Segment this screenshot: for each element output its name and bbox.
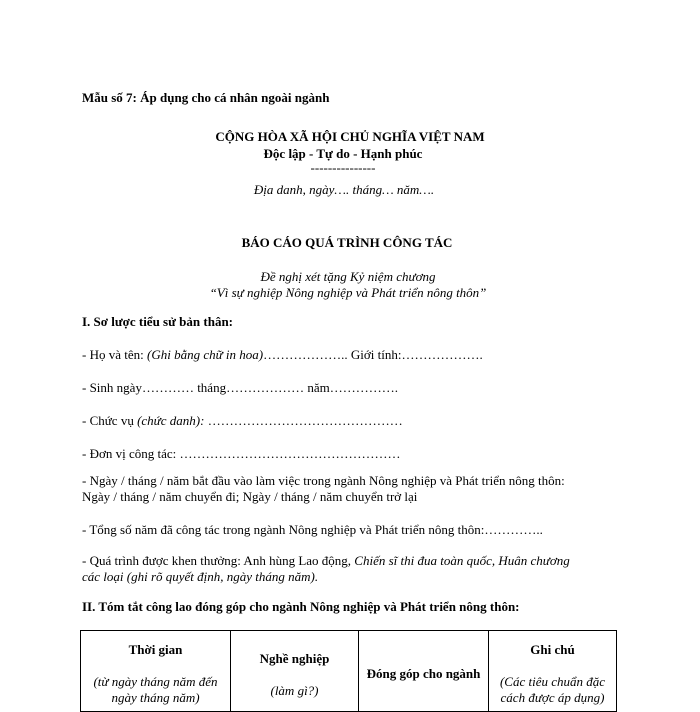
place-date: Địa danh, ngày…. tháng… năm…. [253,182,435,197]
section-1-heading: I. Sơ lược tiểu sử bản thân: [82,314,233,329]
awards-line-1 [82,553,570,569]
total-years-line: - Tổng số năm đã công tác trong ngành Nông nghiệp và Phát triển nông thôn:………….. [82,522,543,537]
unit-field-line: - Đơn vị công tác: …………………………………………… [82,446,401,461]
position-field-line [82,413,403,429]
awards-hint-1: Chiến sĩ thi đua toàn quốc, Huân chương [354,553,570,568]
section-2-heading: II. Tóm tắt công lao đóng góp cho ngành Nông nghiệp và Phát triển nông thôn: [82,599,520,614]
form-label: Mẫu số 7: Áp dụng cho cá nhân ngoài ngành [82,90,330,105]
start-date-line-2: Ngày / tháng / năm chuyển đi; Ngày / tháng / năm chuyển trở lại [82,489,418,504]
col-header-occupation [231,631,359,712]
report-subtitle-2: “Vì sự nghiệp Nông nghiệp và Phát triển nông thôn” [209,285,487,300]
report-subtitle-1: Đề nghị xét tặng Kỷ niệm chương [260,269,436,284]
col-time-title: Thời gian [128,642,183,657]
col-notes-title: Ghi chú [530,642,575,657]
col-occupation-sub-1: (làm gì?) [270,683,319,698]
col-header-notes [489,631,617,712]
col-notes-sub-1: (Các tiêu chuẩn đặc [499,674,606,689]
report-title: BÁO CÁO QUÁ TRÌNH CÔNG TÁC [241,235,453,250]
col-time-sub-1: (từ ngày tháng năm đến [93,674,218,689]
name-field-line [82,347,483,363]
position-field-hint: (chức danh): [137,413,205,428]
dob-field-line: - Sinh ngày………… tháng……………… năm……………. [82,380,398,395]
awards-label: - Quá trình được khen thưởng: Anh hùng Lao động, [82,553,355,568]
name-field-label: - Họ và tên: [82,347,147,362]
separator: --------------- [310,160,376,175]
col-contribution-title: Đóng góp cho ngành [366,666,481,681]
table-header-row [81,631,617,712]
col-occupation-title: Nghề nghiệp [259,651,330,666]
position-field-rest: ……………………………………… [204,413,403,428]
start-date-line-1: - Ngày / tháng / năm bắt đầu vào làm việc trong ngành Nông nghiệp và Phát triển nông thôn: [82,473,565,488]
name-field-hint: (Ghi bằng chữ in hoa) [146,347,264,362]
motto: Độc lập - Tự do - Hạnh phúc [263,146,423,161]
awards-line-2: các loại (ghi rõ quyết định, ngày tháng năm). [82,569,319,584]
position-field-label: - Chức vụ [82,413,138,428]
col-header-time [81,631,231,712]
col-time-sub-2: ngày tháng năm) [111,690,200,705]
col-header-contribution [359,631,489,712]
national-name: CỘNG HÒA XÃ HỘI CHỦ NGHĨA VIỆT NAM [215,129,485,144]
name-field-rest: ……………….. Giới tính:………………. [263,347,483,362]
col-notes-sub-2: cách được áp dụng) [500,690,605,705]
